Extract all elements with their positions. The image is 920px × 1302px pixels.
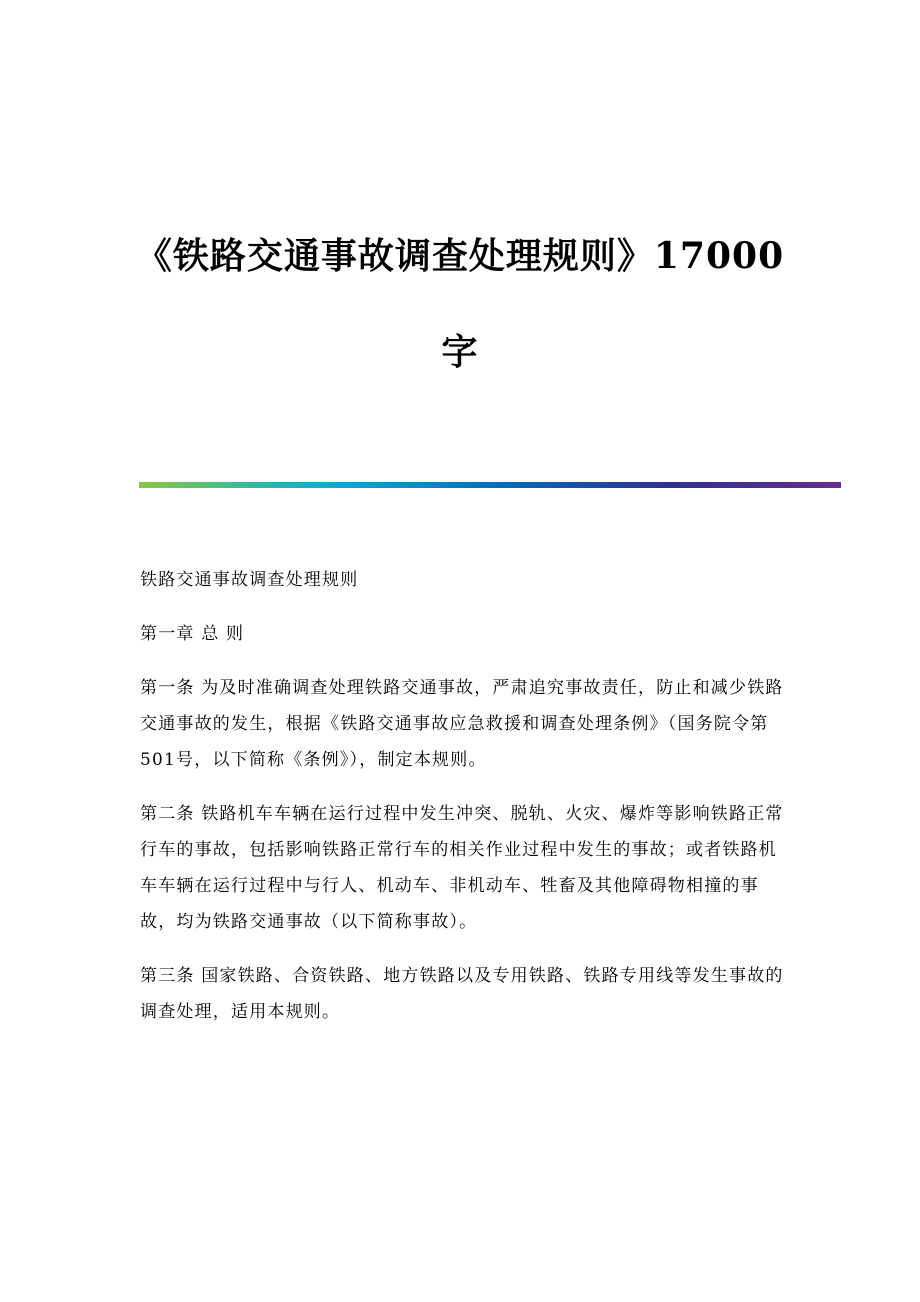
section-heading: 铁路交通事故调查处理规则 bbox=[140, 570, 359, 590]
article-2: 第二条 铁路机车车辆在运行过程中发生冲突、脱轨、火灾、爆炸等影响铁路正常行车的事故，包括影响铁路正常行车的相关作业过程中发生的事故；或者铁路机车车辆在运行过程中与行人、机动车、非机动车、牲畜及其他障碍物相撞的事故，均为铁路交通事故（以下简称事故）。 bbox=[140, 804, 784, 932]
title-divider-gradient bbox=[139, 482, 841, 488]
document-title bbox=[100, 208, 820, 400]
document-title-line-2: 字 bbox=[441, 331, 479, 373]
article-1: 第一条 为及时准确调查处理铁路交通事故，严肃追究事故责任，防止和减少铁路交通事故的发生，根据《铁路交通事故应急救援和调查处理条例》（国务院令第501号，以下简称《条例》），制定本规则。 bbox=[140, 678, 784, 770]
document-title-line-1: 《铁路交通事故调查处理规则》17000 bbox=[135, 235, 785, 277]
document-body bbox=[140, 562, 788, 1048]
chapter-heading: 第一章 总 则 bbox=[140, 624, 245, 644]
article-3: 第三条 国家铁路、合资铁路、地方铁路以及专用铁路、铁路专用线等发生事故的调查处理，适用本规则。 bbox=[140, 966, 784, 1022]
